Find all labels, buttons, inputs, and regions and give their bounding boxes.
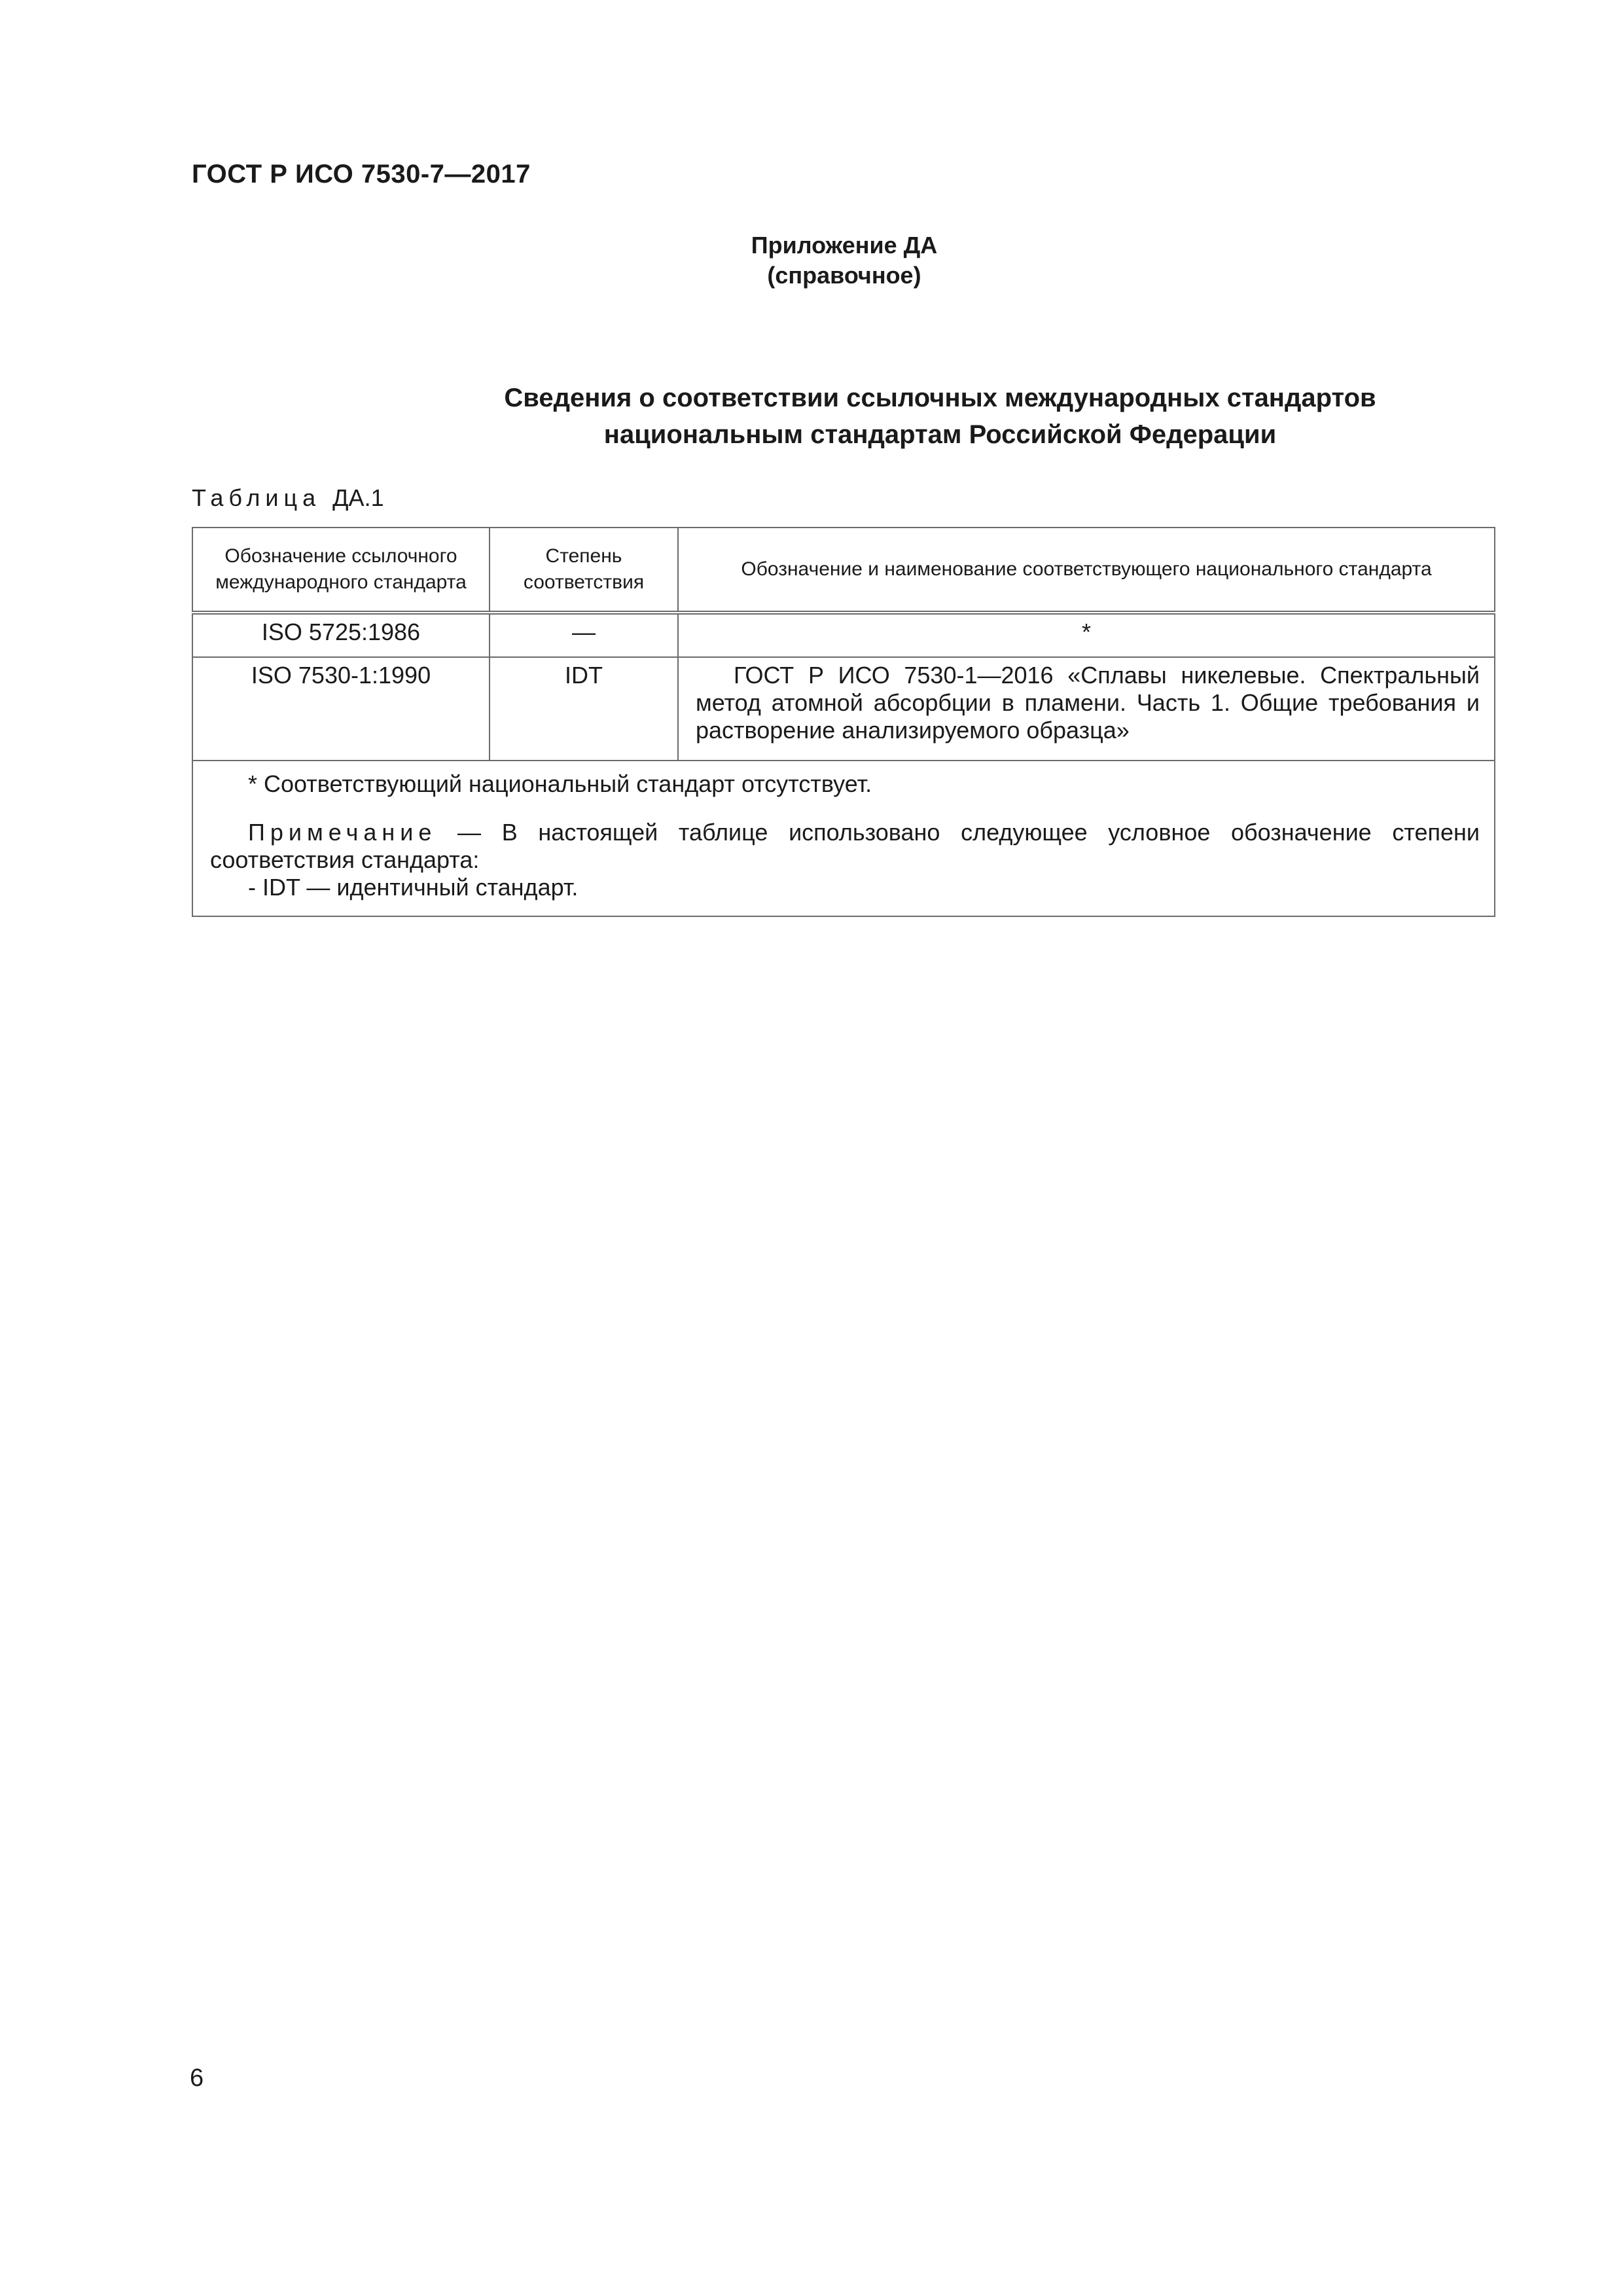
table-footnote-cell [192, 761, 1495, 916]
cell-degree: — [490, 613, 678, 657]
document-code: ГОСТ Р ИСО 7530-7—2017 [192, 160, 531, 188]
note-text: — В настоящей таблице использовано следующее условное обозначение степени соответствия стандарта: [210, 819, 1480, 873]
cell-intl-standard: ISO 7530-1:1990 [192, 657, 490, 761]
cell-degree: IDT [490, 657, 678, 761]
appendix-title: Приложение ДА [751, 232, 938, 259]
note-item: - IDT — идентичный стандарт. [248, 874, 579, 901]
appendix-kind: (справочное) [767, 262, 921, 289]
section-title-line-1: Сведения о соответствии ссылочных международных стандартов [504, 384, 1376, 412]
table-row [192, 657, 1495, 761]
national-standard-text: ГОСТ Р ИСО 7530-1—2016 «Сплавы никелевые. Спектральный метод атомной абсорбции в пламени. Часть 1. Общие требования и растворение анализируемого образца» [696, 662, 1480, 744]
table-row [192, 613, 1495, 657]
cell-intl-standard: ISO 5725:1986 [192, 613, 490, 657]
header-national-standard: Обозначение и наименование соответствующего национального стандарта [678, 528, 1495, 613]
table-caption-number: ДА.1 [332, 484, 384, 511]
section-title [192, 380, 1623, 453]
page-number: 6 [190, 2064, 204, 2092]
note-label: Примечание [248, 819, 437, 846]
table-note [210, 819, 1480, 874]
table-header-row [192, 528, 1495, 613]
cell-national-standard [678, 657, 1495, 761]
header-intl-standard: Обозначение ссылочного международного стандарта [192, 528, 490, 613]
cell-national-standard: * [678, 613, 1495, 657]
table-footnote-row [192, 761, 1495, 916]
table-caption-label: Таблица [192, 484, 321, 511]
table-footnote: * Соответствующий национальный стандарт отсутствует. [248, 770, 872, 797]
standards-table [192, 527, 1495, 917]
table-caption [192, 484, 384, 512]
section-title-line-2: национальным стандартам Российской Федерации [603, 420, 1277, 449]
header-degree: Степень соответствия [490, 528, 678, 613]
